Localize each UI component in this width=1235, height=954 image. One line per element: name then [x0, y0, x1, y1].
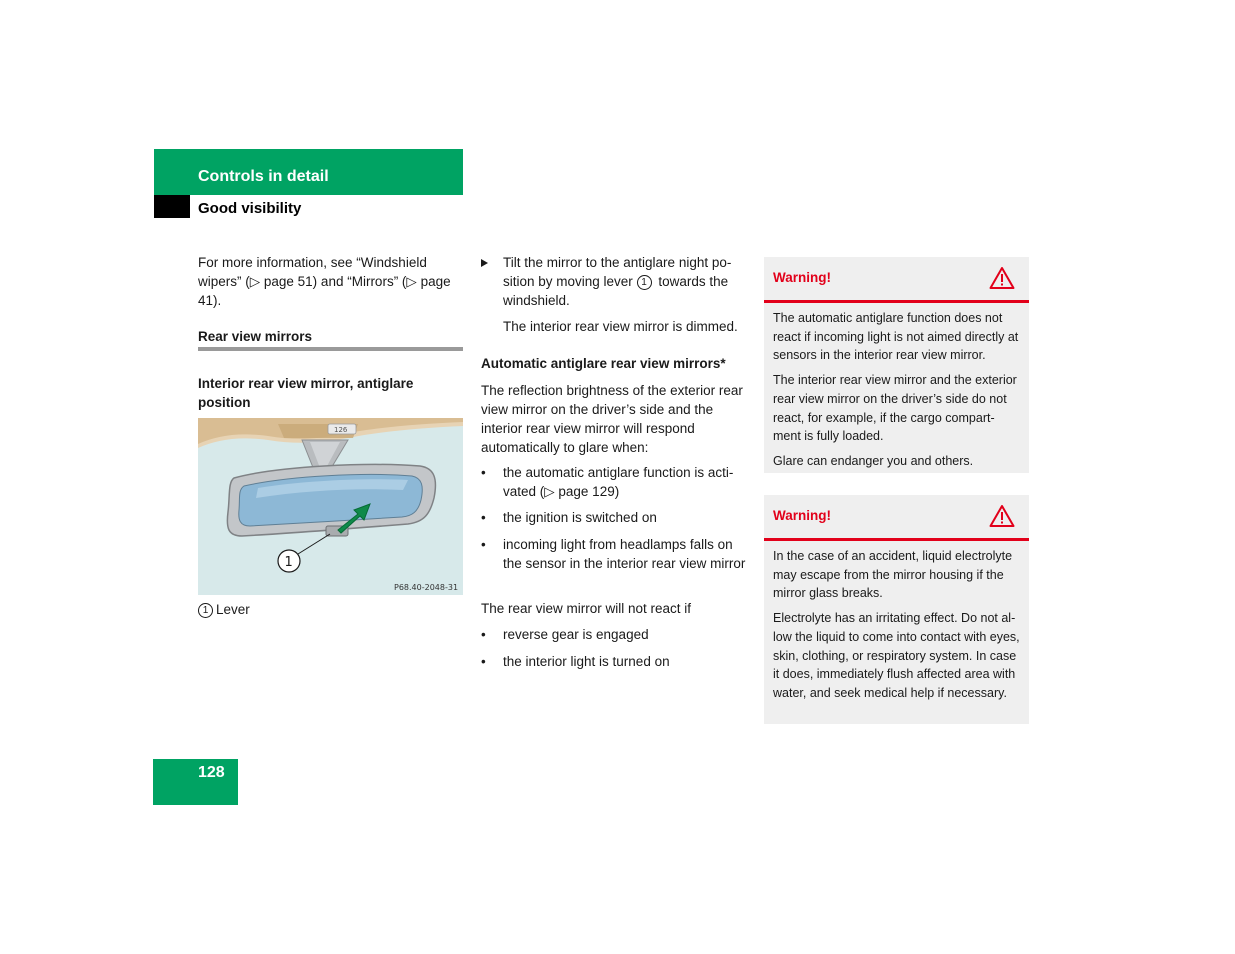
step-arrow-icon — [481, 259, 488, 267]
not-react-paragraph: The rear view mirror will not react if — [481, 601, 692, 616]
reflection-paragraph: The reflection brightness of the exterior rear view mirror on the driver’s side and the interior rear view mirror will respond automatically to glare when: — [481, 383, 743, 455]
warning-label: Warning! — [773, 508, 831, 523]
warning-paragraph: Glare can endanger you and others. — [773, 453, 974, 468]
bullet: • — [481, 465, 486, 480]
heading-automatic-antiglare: Automatic antiglare rear view mirrors* — [481, 356, 726, 371]
figure-code: P68.40-2048-31 — [394, 583, 459, 592]
mirror-illustration-svg — [198, 418, 463, 595]
warning-box — [764, 257, 1029, 473]
page-number-box — [153, 759, 238, 805]
warning-header — [764, 495, 1029, 541]
step-text-before: Tilt the mirror to the antiglare night po-sition by moving lever — [503, 255, 732, 289]
list-item — [481, 652, 749, 671]
warning-label: Warning! — [773, 270, 831, 285]
figure-callout: 1 — [284, 555, 293, 570]
warning-box — [764, 495, 1029, 724]
list-item — [481, 625, 749, 644]
list-item — [481, 508, 749, 527]
heading-rear-view-mirrors: Rear view mirrors — [198, 329, 313, 344]
list-item-text: reverse gear is engaged — [503, 627, 649, 642]
subsection-marker — [154, 195, 190, 218]
heading-rule — [198, 347, 463, 351]
intro-paragraph: For more information, see “Windshield wipers” (▷ page 51) and “Mirrors” (▷ page 41). — [198, 255, 451, 308]
warning-paragraph: Electrolyte has an irritating effect. Do not al-low the liquid to come into contact with eyes, skin, clothing, or respiratory system. In case it does, immediately flush affected area with water, and seek medical help if necessary. — [773, 611, 1020, 700]
list-item-text: the ignition is switched on — [503, 510, 657, 525]
bullet: • — [481, 537, 486, 552]
bullet: • — [481, 627, 486, 642]
step-result: The interior rear view mirror is dimmed. — [503, 319, 738, 334]
bullet: • — [481, 510, 486, 525]
warning-paragraph: The automatic antiglare function does not react if incoming light is not aimed directly at sensors in the interior rear view mirror. — [773, 311, 1019, 363]
caption-text: Lever — [216, 602, 250, 617]
subheading-interior-mirror: Interior rear view mirror, antiglare position — [198, 376, 414, 410]
instruction-step — [481, 253, 749, 310]
list-item-text: the interior light is turned on — [503, 654, 670, 669]
page-number: 128 — [198, 764, 225, 781]
warning-paragraph: In the case of an accident, liquid electrolyte may escape from the mirror housing if the mirror glass breaks. — [773, 549, 1013, 601]
bullet: • — [481, 654, 486, 669]
step-lever-number: 1 — [637, 275, 652, 290]
caption-number: 1 — [198, 603, 213, 618]
list-item-text: the automatic antiglare function is acti-vated (▷ page 129) — [503, 465, 734, 499]
list-item — [481, 463, 749, 501]
step-text-after: towards the windshield. — [503, 274, 729, 308]
display-label: 126 — [334, 426, 348, 434]
section-title: Controls in detail — [198, 168, 329, 185]
warning-triangle-icon — [989, 266, 1015, 290]
list-item — [481, 535, 749, 573]
figure-caption — [198, 600, 250, 619]
subsection-title: Good visibility — [198, 200, 302, 217]
mirror-illustration — [198, 418, 463, 595]
list-item-text: incoming light from headlamps falls on the sensor in the interior rear view mirror — [503, 537, 746, 571]
warning-triangle-icon — [989, 504, 1015, 528]
warning-header — [764, 257, 1029, 303]
warning-paragraph: The interior rear view mirror and the exterior rear view mirror on the driver’s side do not react, for example, if the cargo compart-ment is fully loaded. — [773, 373, 1017, 444]
